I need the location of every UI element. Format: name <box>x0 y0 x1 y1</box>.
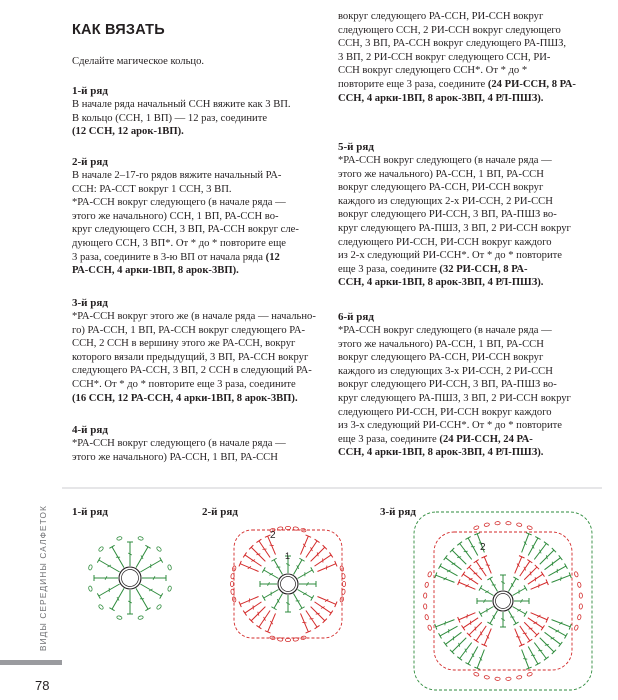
row-3-line: *РА-ССН вокруг этого же (в начале ряда — начально- <box>72 311 316 322</box>
row-6-heading: 6-й ряд <box>338 311 374 323</box>
d3-double-crochet-r3-bar <box>545 644 549 645</box>
row-3-line: го) РА-ССН, 1 ВП, РА-ССН вокруг следующего РА- <box>72 324 306 336</box>
diagram-2-chart <box>228 512 348 652</box>
d1-double-crochet-top <box>97 557 100 562</box>
d1-double-crochet-top <box>145 608 150 611</box>
d1-chain <box>167 586 171 592</box>
d3-magic-ring-inner <box>496 594 511 609</box>
row-1-summary <box>72 125 324 139</box>
row-3-line: ССН*. От * до * повторите еще 3 раза, соедините <box>72 378 296 390</box>
diagram-1-chart <box>80 528 180 628</box>
d2-outline <box>234 530 342 638</box>
row-2-bold: РА-ССН, 4 арки-1ВП, 8 арок-3ВП). <box>72 265 239 277</box>
diagram-2-mark-1: 1 <box>285 551 291 561</box>
d2-chain <box>285 526 290 529</box>
d3-chain <box>527 672 533 677</box>
diagram-3-chart <box>408 506 598 696</box>
d1-double-crochet-top <box>160 557 163 562</box>
d3-chain <box>473 672 479 677</box>
d3-double-crochet-r1-top <box>479 611 482 616</box>
page-title: КАК ВЯЗАТЬ <box>72 22 165 38</box>
row-1-line: В кольцо (ССН, 1 ВП) — 12 раз, соедините <box>72 112 268 124</box>
row-6-bold-tail: (24 РИ-ССН, 24 РА- <box>439 433 533 445</box>
d3-double-crochet-r3-bar <box>552 562 553 566</box>
row-4-summary <box>338 92 592 106</box>
row-4-line-last <box>338 78 592 92</box>
row-6-bold: ССН, 4 арки-1ВП, 8 арок-3ВП, 4 РЛ-ПШЗ). <box>338 447 544 459</box>
d3-double-crochet-r2-top <box>527 560 532 563</box>
d2-double-crochet-inner-top <box>262 567 265 572</box>
diagram-2-label: 2-й ряд <box>202 506 238 518</box>
d3-chain <box>427 625 432 631</box>
row-1-line: В начале ряда начальный ССН вяжите как 3 ВП. <box>72 99 291 110</box>
d2-double-crochet-inner-top <box>311 567 314 572</box>
d1-double-crochet-top <box>97 593 100 598</box>
d3-chain <box>574 625 579 631</box>
d2-chain <box>285 638 290 641</box>
d3-double-crochet-r1-top <box>524 585 527 590</box>
sidebar-bar <box>0 660 62 665</box>
row-2-line: *РА-ССН вокруг следующего (в начале ряда — <box>72 197 286 209</box>
d2-double-crochet-outer-top <box>243 552 246 557</box>
row-2-line-plain: 3 раза, соедините в 3-ю ВП от начала ряда <box>72 251 264 263</box>
d3-double-crochet-r2-bar <box>473 573 477 574</box>
row-2-bold-tail: (12 <box>265 251 280 263</box>
section-divider <box>62 487 602 489</box>
d1-chain <box>138 536 144 540</box>
d3-double-crochet-r1-top <box>513 577 518 580</box>
row-2-line: этого же начального) ССН, 1 ВП, РА-ССН во- <box>72 210 279 222</box>
row-4-block <box>72 423 324 464</box>
row-3-line: которого вязали предыдущий, 3 ВП, РА-ССН вокруг <box>72 351 309 363</box>
d3-double-crochet-r1-top <box>513 622 518 625</box>
d3-chain <box>495 521 500 525</box>
d2-double-crochet-outer-top <box>256 539 261 542</box>
d1-chain <box>167 564 171 570</box>
d3-double-crochet-r3-bar <box>561 577 562 581</box>
row-2-heading: 2-й ряд <box>72 156 108 168</box>
d3-double-crochet-r3-bar <box>457 557 461 558</box>
d2-magic-ring-inner <box>281 577 296 592</box>
row-5-summary <box>338 276 592 290</box>
row-2-block <box>72 155 324 278</box>
page-number: 78 <box>35 678 50 693</box>
row-5-line: *РА-ССН вокруг следующего (в начале ряда — <box>338 155 552 166</box>
d3-chain <box>484 675 490 679</box>
d3-chain <box>473 525 479 530</box>
d3-double-crochet-r3-top <box>444 555 448 560</box>
d3-double-crochet-r2-top <box>474 560 479 563</box>
d3-chain <box>484 523 490 527</box>
row-5-line: из 2-х следующий РИ-ССН*. От * до * повторите <box>338 250 562 262</box>
d3-chain <box>579 604 583 609</box>
row-5-line: вокруг следующего РИ-ССН, 3 ВП, РА-ПШЗ во- <box>338 209 557 221</box>
row-4-heading: 4-й ряд <box>72 424 108 436</box>
row-5-bold-tail: (32 РИ-ССН, 8 РА- <box>439 263 528 275</box>
row-6-line: вокруг следующего РА-ССН, РИ-ССН вокруг <box>338 352 544 364</box>
d3-chain <box>579 593 583 598</box>
d3-double-crochet-r2-top <box>462 572 465 577</box>
row-2-line: дующего ССН, 3 ВП*. От * до * повторите еще <box>72 237 286 249</box>
d3-double-crochet-r3-bar <box>546 555 547 559</box>
d1-chain <box>98 604 104 610</box>
d3-double-crochet-r3-top <box>559 555 563 560</box>
row-4-line: следующего ССН, 2 РИ-ССН вокруг следующего <box>338 24 561 36</box>
d3-double-crochet-r2-top <box>541 625 544 630</box>
d3-chain <box>427 571 432 577</box>
d2-double-crochet-inner-top <box>311 595 314 600</box>
d3-chain <box>506 521 511 525</box>
d3-double-crochet-r1-top <box>524 611 527 616</box>
d3-chain <box>423 593 427 598</box>
d2-double-crochet-outer-top <box>315 539 320 542</box>
row-4-line: ССН вокруг следующего ССН*. От * до * <box>338 65 528 77</box>
row-6-line: этого же начального) РА-ССН, 1 ВП, РА-ССН <box>338 338 544 350</box>
row-3-line: ССН, 2 ССН в вершину этого же РА-ССН, вокруг <box>72 338 296 350</box>
row-6-line: круг следующего РА-ПШЗ, 3 ВП, 2 РИ-ССН вокруг <box>338 392 571 404</box>
d3-double-crochet-r2-top <box>462 625 465 630</box>
d1-chain <box>138 615 144 619</box>
row-5-line: вокруг следующего РА-ССН, РИ-ССН вокруг <box>338 182 544 194</box>
row-6-line: каждого из следующих 3-х РИ-ССН, 2 РИ-ССН <box>338 365 553 377</box>
d3-double-crochet-r1-top <box>487 622 492 625</box>
d3-double-crochet-r2-top <box>474 639 479 642</box>
row-4-continuation <box>338 10 592 105</box>
row-5-bold: ССН, 4 арки-1ВП, 8 арок-3ВП, 4 РЛ-ПШЗ). <box>338 277 544 289</box>
d3-double-crochet-r3-top <box>457 657 462 661</box>
d1-double-crochet-top <box>145 545 150 548</box>
d2-double-crochet-outer-bar <box>316 613 320 614</box>
d3-chain <box>574 571 579 577</box>
row-5-block <box>338 140 592 290</box>
d2-double-crochet-inner-top <box>271 558 276 561</box>
d3-chain <box>506 677 511 681</box>
d2-double-crochet-outer-bar <box>317 552 318 556</box>
d2-double-crochet-inner-top <box>271 607 276 610</box>
row-6-line-last <box>338 433 592 447</box>
d3-chain <box>423 604 427 609</box>
d2-double-crochet-outer-top <box>329 552 332 557</box>
d3-double-crochet-r3-bar <box>538 650 542 651</box>
sidebar-section-title: ВИДЫ СЕРЕДИНЫ САЛФЕТОК <box>39 504 48 651</box>
d1-double-crochet-top <box>160 593 163 598</box>
d2-double-crochet-inner-top <box>299 607 304 610</box>
diagram-3-label: 3-й ряд <box>380 506 416 518</box>
d3-double-crochet-r2-top <box>527 639 532 642</box>
d2-double-crochet-outer-top <box>329 611 332 616</box>
d3-chain <box>495 677 500 681</box>
d3-double-crochet-r2-top <box>541 572 544 577</box>
d2-double-crochet-outer-bar <box>256 554 260 555</box>
diagram-2-mark-2: 2 <box>270 530 276 541</box>
d3-double-crochet-r2-bar <box>530 571 531 575</box>
d3-magic-ring <box>493 591 513 611</box>
d2-double-crochet-inner-top <box>299 558 304 561</box>
d3-double-crochet-r2-bar <box>529 628 533 629</box>
row-3-line: следующего РА-ССН, 3 ВП, 2 ССН в следующий РА- <box>72 365 312 377</box>
d3-double-crochet-r3-top <box>457 542 462 546</box>
row-4-line-plain: повторите еще 3 раза, соедините <box>338 78 486 90</box>
row-1-heading: 1-й ряд <box>72 85 108 97</box>
row-5-line-plain: еще 3 раза, соедините <box>338 263 437 275</box>
row-6-block <box>338 310 592 460</box>
d3-double-crochet-r2-bar <box>475 627 476 631</box>
row-3-bold: (16 ССН, 12 РА-ССН, 4 арки-1ВП, 8 арок-3ВП). <box>72 392 298 404</box>
row-2-line: ССН: РА-ССТ вокруг 1 ССН, 3 ВП. <box>72 183 232 195</box>
row-4-line: ССН, 3 ВП, РА-ССН вокруг следующего РА-ПШЗ, <box>338 38 567 50</box>
row-2-summary <box>72 264 324 278</box>
d1-magic-ring-inner <box>122 570 139 587</box>
row-5-line: круг следующего РА-ПШЗ, 3 ВП, 2 РИ-ССН вокруг <box>338 222 571 234</box>
d3-double-crochet-r3-top <box>444 642 448 647</box>
row-5-heading: 5-й ряд <box>338 141 374 153</box>
d2-double-crochet-outer-top <box>315 625 320 628</box>
row-6-summary <box>338 446 592 460</box>
d2-chain <box>230 581 233 586</box>
intro-text: Сделайте магическое кольцо. <box>72 56 205 67</box>
d2-magic-ring <box>278 574 298 594</box>
row-2-line-last <box>72 251 324 265</box>
diagram-3-stitches <box>414 512 592 690</box>
d1-chain <box>156 546 162 552</box>
row-5-line: каждого из следующих 2-х РИ-ССН, 2 РИ-ССН <box>338 195 553 207</box>
diagram-2-stitches <box>230 526 345 641</box>
d3-double-crochet-r1-top <box>479 585 482 590</box>
d1-chain <box>156 604 162 610</box>
d1-chain <box>116 536 122 540</box>
row-1-bold: (12 ССН, 12 арок-1ВП). <box>72 126 184 138</box>
d3-double-crochet-r3-top <box>544 542 549 546</box>
row-2-line: В начале 2–17-го рядов вяжите начальный РА- <box>72 170 282 181</box>
row-3-block <box>72 296 324 405</box>
row-3-summary <box>72 392 324 406</box>
row-3-heading: 3-й ряд <box>72 297 108 309</box>
row-4-bold: ССН, 4 арки-1ВП, 8 арок-3ВП, 4 РЛ-ПШЗ). <box>338 92 544 104</box>
row-5-line-last <box>338 263 592 277</box>
d2-double-crochet-outer-bar <box>258 612 259 616</box>
diagram-3-mark-2: 2 <box>480 542 486 553</box>
row-6-line: следующего РИ-ССН, РИ-ССН вокруг каждого <box>338 406 552 418</box>
d3-outline-outer <box>414 512 592 690</box>
d2-double-crochet-outer-top <box>243 611 246 616</box>
d3-chain <box>516 675 522 679</box>
d2-chain <box>342 581 345 586</box>
row-4-bold-tail: (24 РИ-ССН, 8 РА- <box>487 78 576 90</box>
d3-chain <box>577 614 581 620</box>
d1-chain <box>116 615 122 619</box>
d3-double-crochet-r3-bar <box>453 636 454 640</box>
d3-chain <box>425 582 429 588</box>
d3-chain <box>425 614 429 620</box>
d1-chain <box>98 546 104 552</box>
d1-double-crochet-top <box>109 545 114 548</box>
d3-double-crochet-r3-bar <box>445 621 446 625</box>
d1-chain <box>88 586 92 592</box>
d3-chain <box>577 582 581 588</box>
d3-double-crochet-r3-bar <box>523 659 527 660</box>
row-4-line: *РА-ССН вокруг следующего (в начале ряда — <box>72 438 286 449</box>
row-6-line-plain: еще 3 раза, соедините <box>338 433 437 445</box>
d1-double-crochet-top <box>109 608 114 611</box>
d2-double-crochet-inner-top <box>262 595 265 600</box>
d3-double-crochet-r3-bar <box>459 643 460 647</box>
row-6-line: *РА-ССН вокруг следующего (в начале ряда — <box>338 325 552 336</box>
diagram-1-stitches <box>88 536 172 620</box>
row-4-line: этого же начального) РА-ССН, 1 ВП, РА-ССН <box>72 451 278 463</box>
row-4-line: 3 ВП, 2 РИ-ССН вокруг следующего ССН, РИ- <box>338 51 551 63</box>
d3-double-crochet-r3-bar <box>464 551 468 552</box>
d1-chain <box>88 564 92 570</box>
d3-chain <box>527 525 533 530</box>
d3-double-crochet-r1-top <box>487 577 492 580</box>
row-5-line: следующего РИ-ССН, РИ-ССН вокруг каждого <box>338 236 552 248</box>
row-5-line: этого же начального) РА-ССН, 1 ВП, РА-ССН <box>338 168 544 180</box>
row-4-line: вокруг следующего РА-ССН, РИ-ССН вокруг <box>338 11 544 22</box>
row-6-line: вокруг следующего РИ-ССН, 3 ВП, РА-ПШЗ во- <box>338 379 557 391</box>
d3-double-crochet-r3-top <box>544 657 549 661</box>
row-2-line: круг следующего ССН, 3 ВП, РА-ССН вокруг сле- <box>72 224 299 236</box>
d3-double-crochet-r3-top <box>559 642 563 647</box>
d3-chain <box>516 523 522 527</box>
row-6-line: из 3-х следующий РИ-ССН*. От * до * повторите <box>338 420 562 432</box>
row-1-block <box>72 84 324 139</box>
d2-double-crochet-outer-top <box>256 625 261 628</box>
d1-magic-ring <box>119 567 141 589</box>
diagram-1-label: 1-й ряд <box>72 506 108 518</box>
